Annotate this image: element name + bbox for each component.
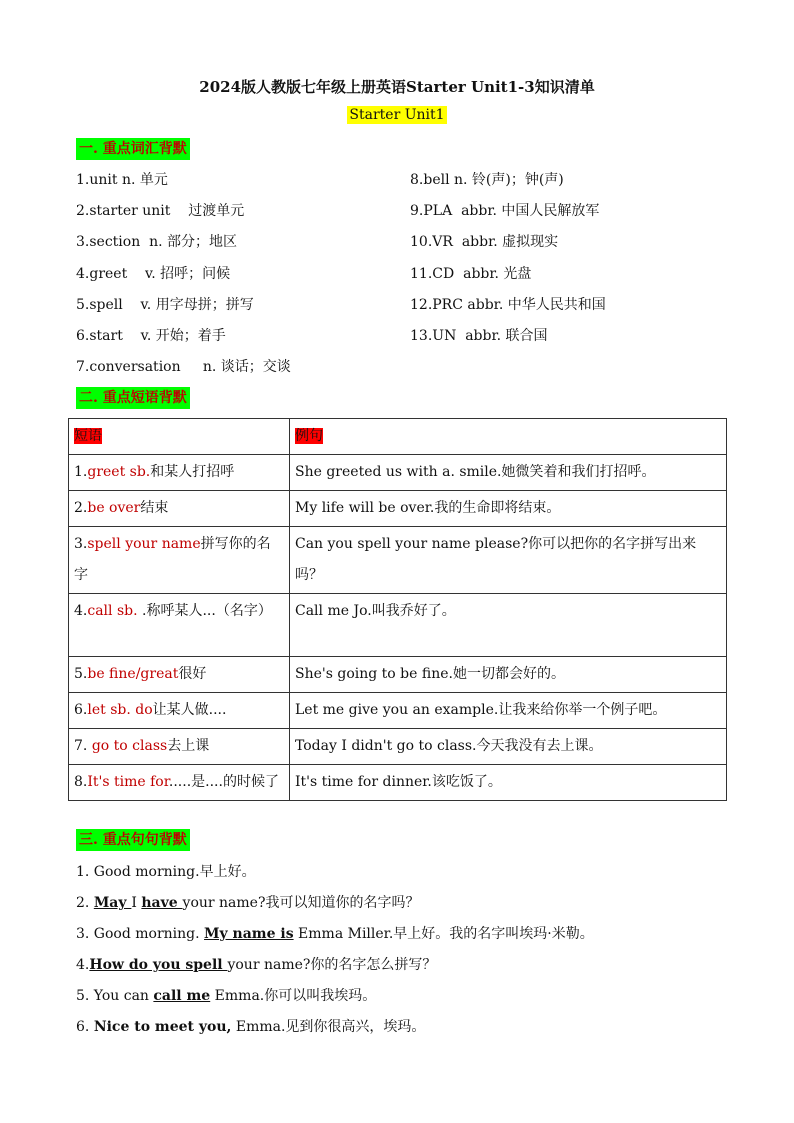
phrase-cell — [69, 455, 290, 491]
phrase-text: let sb. do — [87, 702, 153, 718]
table-row — [69, 594, 727, 657]
vocab-item: 9.PLA abbr. 中国人民解放军 — [410, 203, 600, 219]
phrase-cell — [69, 527, 290, 594]
table-row — [69, 455, 727, 491]
phrase-meaning: 和某人打招呼 — [150, 464, 235, 480]
sentence-keyword: My name is — [204, 926, 294, 942]
row-number: 5. — [74, 666, 88, 682]
example-cell: It's time for dinner.该吃饭了。 — [290, 765, 727, 801]
phrase-text: call sb. — [87, 603, 138, 619]
section-heading-phrases: 二. 重点短语背默 — [76, 387, 190, 409]
row-number: 7. — [74, 738, 92, 754]
phrase-text: spell your name — [87, 536, 201, 552]
phrase-table — [68, 418, 727, 801]
phrase-cell — [69, 729, 290, 765]
vocab-item: 3.section n. 部分；地区 — [76, 234, 238, 250]
phrase-meaning: 去上课 — [167, 738, 210, 754]
sentence-text: your name?你的名字怎么拼写？ — [227, 957, 437, 973]
sentence-text: Emma.见到你很高兴，埃玛。 — [231, 1019, 426, 1035]
phrase-cell — [69, 657, 290, 693]
header-label-phrase: 短语 — [74, 428, 102, 444]
sentence-keyword: May — [93, 895, 132, 911]
phrase-meaning: 很好 — [178, 666, 207, 682]
header-cell-example — [290, 419, 727, 455]
vocab-item: 11.CD abbr. 光盘 — [410, 266, 532, 282]
table-row — [69, 765, 727, 801]
row-number: 4. — [74, 603, 88, 619]
sentence-1: 1. Good morning.早上好。 — [76, 864, 256, 880]
phrase-meaning: .称呼某人...（名字） — [137, 603, 272, 619]
phrase-text: It's time for — [87, 774, 169, 790]
vocab-item: 1.unit n. 单元 — [76, 172, 168, 188]
vocab-item: 6.start v. 开始；着手 — [76, 328, 226, 344]
sentence-4 — [76, 955, 436, 975]
vocab-item: 4.greet v. 招呼；问候 — [76, 266, 231, 282]
sentence-3 — [76, 924, 594, 944]
phrase-text: be fine/great — [87, 666, 179, 682]
sentence-6 — [76, 1017, 425, 1037]
example-cell: Can you spell your name please?你可以把你的名字拼写出来吗？ — [290, 527, 727, 594]
sentence-keyword: call me — [153, 988, 211, 1004]
phrase-meaning: 结束 — [140, 500, 169, 516]
phrase-meaning: .....是....的时候了 — [168, 774, 279, 790]
sentence-2 — [76, 893, 419, 913]
row-number: 8. — [74, 774, 88, 790]
phrase-cell — [69, 693, 290, 729]
vocab-item: 12.PRC abbr. 中华人民共和国 — [410, 297, 606, 313]
table-row — [69, 657, 727, 693]
header-cell-phrase — [69, 419, 290, 455]
sentence-number: 2. — [76, 895, 94, 911]
section-heading-sentences: 三. 重点句句背默 — [76, 829, 190, 851]
vocab-item: 8.bell n. 铃(声)；钟(声) — [410, 172, 564, 188]
table-row — [69, 693, 727, 729]
sentence-text: Emma Miller.早上好。我的名字叫埃玛·米勒。 — [293, 926, 594, 942]
sentence-text: Emma.你可以叫我埃玛。 — [210, 988, 377, 1004]
subtitle-wrap — [0, 107, 794, 123]
phrase-text: greet sb. — [87, 464, 151, 480]
row-number: 2. — [74, 500, 88, 516]
unit-subtitle: Starter Unit1 — [349, 107, 445, 123]
example-cell: She's going to be fine.她一切都会好的。 — [290, 657, 727, 693]
phrase-text: be over — [87, 500, 141, 516]
phrase-meaning: 拼写你的名字 — [74, 536, 271, 583]
phrase-meaning: 让某人做.... — [152, 702, 227, 718]
sentence-keyword: How do you spell — [89, 957, 228, 973]
phrase-cell — [69, 594, 290, 657]
vocab-item: 5.spell v. 用字母拼；拼写 — [76, 297, 254, 313]
table-row — [69, 729, 727, 765]
example-cell: My life will be over.我的生命即将结束。 — [290, 491, 727, 527]
phrase-text: go to class — [91, 738, 168, 754]
example-cell: Today I didn't go to class.今天我没有去上课。 — [290, 729, 727, 765]
vocab-item: 10.VR abbr. 虚拟现实 — [410, 234, 559, 250]
sentence-text: your name?我可以知道你的名字吗？ — [182, 895, 420, 911]
vocab-item: 2.starter unit 过渡单元 — [76, 203, 245, 219]
row-number: 6. — [74, 702, 88, 718]
section-heading-vocabulary: 一. 重点词汇背默 — [76, 138, 190, 160]
sentence-5 — [76, 986, 376, 1006]
sentence-text: 3. Good morning. — [76, 926, 205, 942]
document-title: 2024版人教版七年级上册英语Starter Unit1-3知识清单 — [199, 78, 595, 96]
header-label-example: 例句 — [295, 428, 323, 444]
vocab-item: 13.UN abbr. 联合国 — [410, 328, 548, 344]
sentence-number: 4. — [76, 957, 90, 973]
row-number: 3. — [74, 536, 88, 552]
sentence-keyword: have — [141, 895, 183, 911]
sentence-keyword: Nice to meet you, — [93, 1019, 232, 1035]
row-number: 1. — [74, 464, 88, 480]
sentence-text: 5. You can — [76, 988, 154, 1004]
table-row — [69, 527, 727, 594]
example-cell: She greeted us with a. smile.她微笑着和我们打招呼。 — [290, 455, 727, 491]
phrase-cell — [69, 491, 290, 527]
sentence-number: 6. — [76, 1019, 94, 1035]
example-cell: Call me Jo.叫我乔好了。 — [290, 594, 727, 657]
example-cell: Let me give you an example.让我来给你举一个例子吧。 — [290, 693, 727, 729]
vocab-item: 7.conversation n. 谈话；交谈 — [76, 359, 291, 375]
table-row — [69, 491, 727, 527]
table-header-row — [69, 419, 727, 455]
sentence-text: I — [131, 895, 142, 911]
phrase-cell — [69, 765, 290, 801]
